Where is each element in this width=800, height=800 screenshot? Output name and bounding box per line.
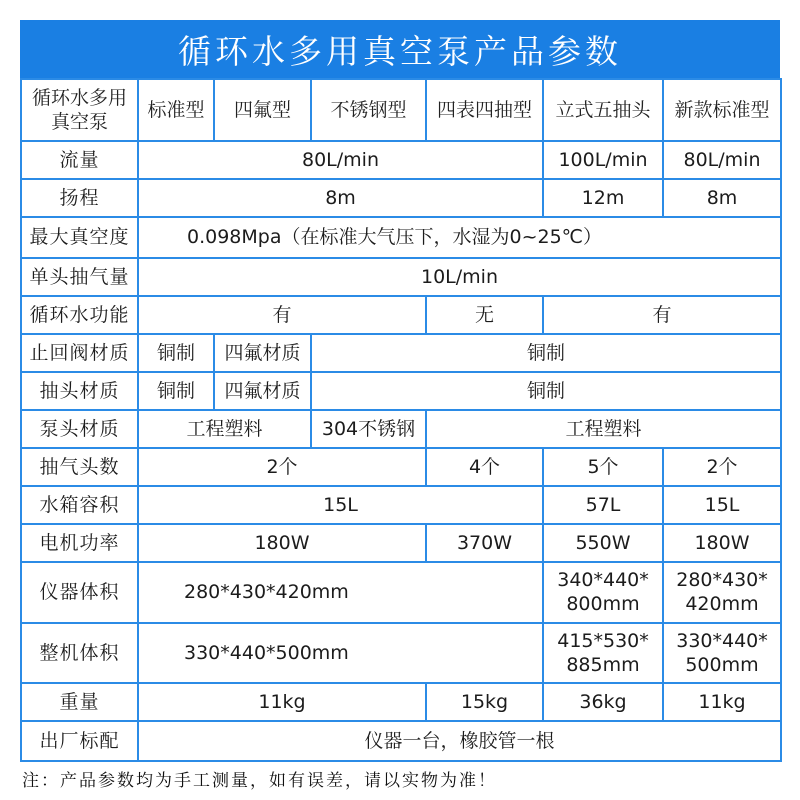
row-label-max-vacuum: 最大真空度 bbox=[21, 217, 138, 257]
cell-value: 340*440*800mm bbox=[543, 562, 663, 622]
cell-value: 80L/min bbox=[138, 141, 543, 179]
row-label-circulation: 循环水功能 bbox=[21, 296, 138, 334]
cell-value: 无 bbox=[426, 296, 543, 334]
cell-value: 36kg bbox=[543, 683, 663, 721]
cell-value: 100L/min bbox=[543, 141, 663, 179]
model-four-gauge: 四表四抽型 bbox=[426, 79, 543, 141]
cell-value: 415*530*885mm bbox=[543, 623, 663, 683]
row-label-instrument-size: 仪器体积 bbox=[21, 562, 138, 622]
cell-value: 370W bbox=[426, 524, 543, 562]
table-row bbox=[21, 448, 781, 486]
model-ptfe: 四氟型 bbox=[214, 79, 311, 141]
header-label: 循环水多用真空泵 bbox=[21, 79, 138, 141]
cell-value: 铜制 bbox=[311, 372, 781, 410]
cell-value: 280*430*420mm bbox=[663, 562, 781, 622]
table-row bbox=[21, 296, 781, 334]
row-label-pump-head: 泵头材质 bbox=[21, 410, 138, 448]
table-row bbox=[21, 179, 781, 217]
footnote: 注：产品参数均为手工测量，如有误差，请以实物为准！ bbox=[22, 771, 497, 791]
cell-value: 仪器一台，橡胶管一根 bbox=[138, 721, 781, 761]
model-new-standard: 新款标准型 bbox=[663, 79, 781, 141]
cell-value: 15kg bbox=[426, 683, 543, 721]
cell-value: 11kg bbox=[138, 683, 426, 721]
cell-value: 280*430*420mm bbox=[138, 562, 543, 622]
cell-value: 有 bbox=[543, 296, 781, 334]
cell-value: 180W bbox=[663, 524, 781, 562]
cell-value: 铜制 bbox=[138, 334, 214, 372]
cell-value: 15L bbox=[663, 486, 781, 524]
cell-value: 330*440*500mm bbox=[138, 623, 543, 683]
table-row bbox=[21, 623, 781, 683]
row-label-tank: 水箱容积 bbox=[21, 486, 138, 524]
table-row bbox=[21, 410, 781, 448]
cell-value: 有 bbox=[138, 296, 426, 334]
table-row bbox=[21, 683, 781, 721]
table-row bbox=[21, 334, 781, 372]
table-row bbox=[21, 562, 781, 622]
cell-value: 15L bbox=[138, 486, 543, 524]
table-row bbox=[21, 372, 781, 410]
cell-value: 铜制 bbox=[138, 372, 214, 410]
table-row bbox=[21, 141, 781, 179]
row-label-machine-size: 整机体积 bbox=[21, 623, 138, 683]
cell-value: 5个 bbox=[543, 448, 663, 486]
table-header-row bbox=[21, 79, 781, 141]
cell-value: 8m bbox=[138, 179, 543, 217]
cell-value: 10L/min bbox=[138, 258, 781, 296]
row-label-check-valve: 止回阀材质 bbox=[21, 334, 138, 372]
cell-value: 4个 bbox=[426, 448, 543, 486]
cell-value: 330*440*500mm bbox=[663, 623, 781, 683]
cell-value: 80L/min bbox=[663, 141, 781, 179]
spec-table bbox=[20, 78, 782, 762]
row-label-lift: 扬程 bbox=[21, 179, 138, 217]
cell-value: 2个 bbox=[138, 448, 426, 486]
table-row bbox=[21, 486, 781, 524]
table-row bbox=[21, 217, 781, 257]
model-vertical-five: 立式五抽头 bbox=[543, 79, 663, 141]
cell-value: 0.098Mpa（在标准大气压下，水湿为0~25℃） bbox=[138, 217, 781, 257]
cell-value: 2个 bbox=[663, 448, 781, 486]
cell-value: 304不锈钢 bbox=[311, 410, 426, 448]
cell-value: 工程塑料 bbox=[426, 410, 781, 448]
model-stainless: 不锈钢型 bbox=[311, 79, 426, 141]
table-row bbox=[21, 258, 781, 296]
row-label-weight: 重量 bbox=[21, 683, 138, 721]
table-row bbox=[21, 524, 781, 562]
model-standard: 标准型 bbox=[138, 79, 214, 141]
row-label-accessories: 出厂标配 bbox=[21, 721, 138, 761]
table-row bbox=[21, 721, 781, 761]
row-label-tap-material: 抽头材质 bbox=[21, 372, 138, 410]
cell-value: 工程塑料 bbox=[138, 410, 311, 448]
cell-value: 12m bbox=[543, 179, 663, 217]
cell-value: 四氟材质 bbox=[214, 334, 311, 372]
row-label-flow: 流量 bbox=[21, 141, 138, 179]
row-label-tap-count: 抽气头数 bbox=[21, 448, 138, 486]
row-label-pumping: 单头抽气量 bbox=[21, 258, 138, 296]
cell-value: 550W bbox=[543, 524, 663, 562]
cell-value: 四氟材质 bbox=[214, 372, 311, 410]
cell-value: 180W bbox=[138, 524, 426, 562]
cell-value: 铜制 bbox=[311, 334, 781, 372]
cell-value: 11kg bbox=[663, 683, 781, 721]
page-title: 循环水多用真空泵产品参数 bbox=[20, 20, 780, 78]
cell-value: 8m bbox=[663, 179, 781, 217]
cell-value: 57L bbox=[543, 486, 663, 524]
row-label-motor: 电机功率 bbox=[21, 524, 138, 562]
